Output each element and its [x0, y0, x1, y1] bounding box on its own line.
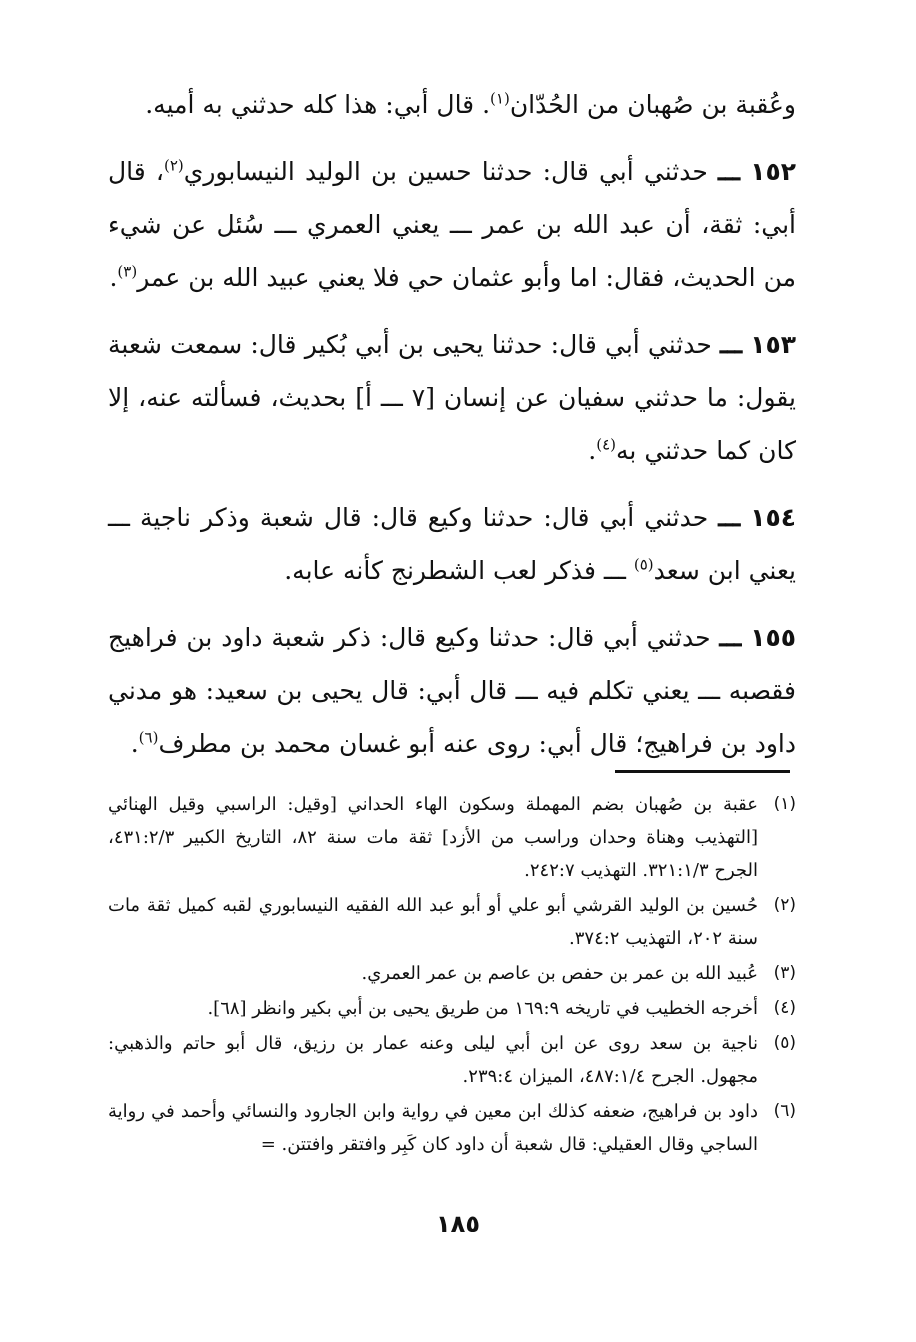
- paragraph-text: ، قال أبي: ثقة، أن عبد الله بن عمر ـــ يعني العمري ـــ سُئل عن شيء من الحديث، فقال: اما وأبو عثمان حي فلا يعني عبيد الله بن عمر: [108, 157, 796, 292]
- footnote-item: [108, 992, 796, 1025]
- footnote-marker: (٤): [773, 998, 796, 1018]
- footnote-item: [108, 1027, 796, 1093]
- footnote-ref: (٦): [138, 728, 159, 747]
- footnote-text: أخرجه الخطيب في تاريخه ١٦٩:٩ من طريق يحيى بن أبي بكير وانظر [٦٨].: [207, 998, 758, 1019]
- paragraph-number: ١٥٥: [750, 623, 796, 652]
- page-number: ١٨٥: [436, 1210, 480, 1238]
- paragraph-153: [108, 318, 796, 477]
- footnote-item: [108, 957, 796, 990]
- footnote-ref: (٤): [596, 435, 617, 454]
- footnote-item: [108, 788, 796, 887]
- paragraph-dash: ـــ: [718, 503, 741, 532]
- paragraph-text: . قال أبي: هذا كله حدثني به أميه.: [145, 90, 491, 119]
- paragraph-number: ١٥٤: [750, 503, 797, 532]
- paragraph-text: .: [109, 263, 118, 292]
- footnote-ref: (٣): [117, 262, 138, 281]
- paragraph-text: حدثني أبي قال: حدثنا حسين بن الوليد النيسابوري: [183, 157, 708, 186]
- paragraph-number: ١٥٣: [750, 330, 797, 359]
- footnote-marker: (٦): [773, 1101, 796, 1121]
- footnote-text: حُسين بن الوليد القرشي أبو علي أو أبو عبد الله الفقيه النيسابوري لقبه كميل ثقة مات سنة ٢٠٢، التهذيب ٣٧٤:٢.: [108, 895, 758, 949]
- paragraph-text: .: [130, 729, 139, 758]
- footnote-item: [108, 1095, 796, 1161]
- footnote-text: ناجية بن سعد روى عن ابن أبي ليلى وعنه عمار بن رزيق، قال أبو حاتم والذهبي: مجهول. الجرح ٤٨٧:١/٤، الميزان ٢٣٩:٤.: [108, 1033, 758, 1087]
- paragraph-text: .: [588, 436, 597, 465]
- footnote-item: [108, 889, 796, 955]
- paragraph-text: ـــ فذكر لعب الشطرنج كأنه عابه.: [284, 556, 626, 585]
- paragraph-text: حدثني أبي قال: حدثنا يحيى بن أبي بُكير قال: سمعت شعبة يقول: ما حدثني سفيان عن إنسان [٧ ـــ أ] بحديث، فسألته عنه، إلا كان كما حدثني به: [108, 330, 796, 465]
- paragraph-154: [108, 491, 796, 597]
- paragraph-dash: ـــ: [719, 623, 742, 652]
- footnote-text: عُبيد الله بن عمر بن حفص بن عاصم بن عمر العمري.: [361, 963, 758, 984]
- paragraph-dash: ـــ: [720, 330, 743, 359]
- paragraph-text: حدثني أبي قال: حدثنا وكيع قال: قال شعبة وذكر ناجية ـــ يعني ابن سعد: [108, 503, 796, 585]
- paragraph-text: حدثني أبي قال: حدثنا وكيع قال: ذكر شعبة داود بن فراهيج فقصبه ـــ يعني تكلم فيه ـــ قال أبي: قال يحيى بن سعيد: هو مدني داود بن فراهيج؛ قال أبي: روى عنه أبو غسان محمد بن مطرف: [108, 623, 796, 758]
- footnote-text: داود بن فراهيج، ضعفه كذلك ابن معين في رواية وابن الجارود والنسائي وأحمد في رواية الساجي وقال العقيلي: قال شعبة أن داود كان كَبِر وافتقر وافتتن. =: [108, 1101, 758, 1155]
- footnotes-section: [108, 788, 796, 1163]
- main-text-body: [108, 78, 796, 784]
- footnote-ref: (١): [490, 89, 510, 108]
- footnote-ref: (٥): [633, 555, 654, 574]
- paragraph-152: [108, 145, 796, 304]
- footnote-marker: (٥): [773, 1033, 796, 1053]
- paragraph-155: [108, 611, 796, 770]
- footnote-text: عقبة بن صُهبان بضم المهملة وسكون الهاء الحداني [وقيل: الراسبي وقيل الهنائي [التهذيب وهناة وحدان وراسب من الأزد] ثقة مات سنة ٨٢، التاريخ الكبير ٤٣١:٢/٣، الجرح ٣٢١:١/٣. التهذيب ٢٤٢:٧.: [108, 794, 758, 881]
- paragraph-number: ١٥٢: [750, 157, 796, 186]
- footnote-separator: [615, 770, 790, 773]
- paragraph-text: وعُقبة بن صُهبان من الحُدّان: [509, 90, 796, 119]
- paragraph-dash: ـــ: [718, 157, 741, 186]
- paragraph-continuation: [108, 78, 796, 131]
- footnote-marker: (٢): [773, 895, 796, 915]
- footnote-marker: (٣): [773, 963, 796, 983]
- footnote-ref: (٢): [164, 156, 184, 175]
- footnote-marker: (١): [773, 794, 796, 814]
